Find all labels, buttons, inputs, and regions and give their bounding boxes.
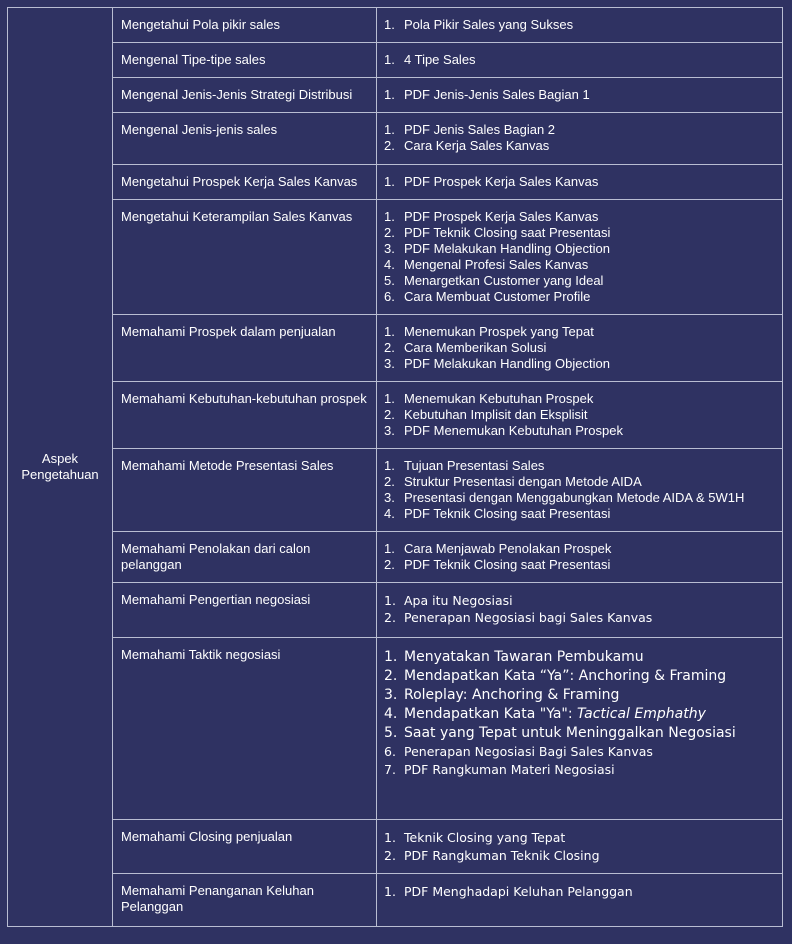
table-row	[8, 8, 783, 43]
list-item: 4. PDF Teknik Closing saat Presentasi	[384, 506, 611, 521]
table-row	[8, 449, 783, 532]
table-row	[8, 78, 783, 113]
list-item: 6. Cara Membuat Customer Profile	[384, 289, 591, 304]
table-row	[8, 638, 783, 820]
material-list	[384, 829, 776, 865]
material-list	[384, 391, 776, 439]
list-item: 1. PDF Jenis Sales Bagian 2	[384, 122, 556, 137]
material-cell	[377, 43, 783, 78]
topic-cell: Mengenal Jenis-Jenis Strategi Distribusi	[113, 78, 377, 113]
material-cell	[377, 874, 783, 927]
curriculum-table	[7, 7, 783, 927]
aspect-label: Aspek Pengetahuan	[21, 451, 99, 482]
list-item: 2. PDF Teknik Closing saat Presentasi	[384, 225, 611, 240]
list-item: 4. Mendapatkan Kata "Ya": Tactical Emphathy	[384, 706, 706, 722]
topic-cell: Memahami Metode Presentasi Sales	[113, 449, 377, 532]
list-item: 3. PDF Menemukan Kebutuhan Prospek	[384, 423, 623, 438]
material-list	[384, 17, 776, 33]
list-item: 3. PDF Melakukan Handling Objection	[384, 241, 610, 256]
topic-cell: Mengenal Jenis-jenis sales	[113, 113, 377, 165]
table-row	[8, 532, 783, 583]
list-item: 5. Saat yang Tepat untuk Meninggalkan Negosiasi	[384, 725, 736, 741]
table-row	[8, 200, 783, 315]
table-row	[8, 43, 783, 78]
material-cell	[377, 583, 783, 638]
list-item: 7. PDF Rangkuman Materi Negosiasi	[384, 762, 615, 777]
list-item: 1. Apa itu Negosiasi	[384, 593, 513, 608]
table-row	[8, 113, 783, 165]
topic-cell: Memahami Kebutuhan-kebutuhan prospek	[113, 382, 377, 449]
list-item: 1. Menemukan Prospek yang Tepat	[384, 324, 594, 339]
material-cell	[377, 820, 783, 874]
list-item: 2. PDF Rangkuman Teknik Closing	[384, 848, 600, 863]
topic-cell: Memahami Taktik negosiasi	[113, 638, 377, 820]
list-item: 6. Penerapan Negosiasi Bagi Sales Kanvas	[384, 744, 653, 759]
material-list	[384, 324, 776, 372]
material-list	[384, 174, 776, 190]
list-item: 3. Roleplay: Anchoring & Framing	[384, 687, 620, 703]
topic-cell: Memahami Prospek dalam penjualan	[113, 315, 377, 382]
material-cell	[377, 200, 783, 315]
table-row	[8, 165, 783, 200]
material-cell	[377, 165, 783, 200]
table-row	[8, 820, 783, 874]
topic-cell: Mengetahui Pola pikir sales	[113, 8, 377, 43]
list-item: 1. Menemukan Kebutuhan Prospek	[384, 391, 594, 406]
material-cell	[377, 315, 783, 382]
material-list	[384, 87, 776, 103]
table-row	[8, 315, 783, 382]
list-item: 2. Cara Memberikan Solusi	[384, 340, 547, 355]
list-item: 2. Struktur Presentasi dengan Metode AIDA	[384, 474, 642, 489]
table-row	[8, 874, 783, 927]
list-item: 1. Menyatakan Tawaran Pembukamu	[384, 649, 644, 665]
topic-cell: Memahami Pengertian negosiasi	[113, 583, 377, 638]
topic-cell: Memahami Penanganan Keluhan Pelanggan	[113, 874, 377, 927]
material-cell	[377, 382, 783, 449]
material-list	[384, 122, 776, 154]
list-item: 1. 4 Tipe Sales	[384, 52, 476, 67]
material-cell	[377, 449, 783, 532]
list-item: 2. Mendapatkan Kata “Ya”: Anchoring & Framing	[384, 668, 727, 684]
list-item: 2. Cara Kerja Sales Kanvas	[384, 138, 550, 153]
material-cell	[377, 8, 783, 43]
list-item: 2. Kebutuhan Implisit dan Eksplisit	[384, 407, 588, 422]
list-item: 3. Presentasi dengan Menggabungkan Metode AIDA & 5W1H	[384, 490, 745, 505]
topic-cell: Mengenal Tipe-tipe sales	[113, 43, 377, 78]
material-list	[384, 541, 776, 573]
material-cell	[377, 113, 783, 165]
list-item: 1. PDF Jenis-Jenis Sales Bagian 1	[384, 87, 590, 102]
material-list	[384, 209, 776, 305]
topic-cell: Memahami Closing penjualan	[113, 820, 377, 874]
list-item: 1. Teknik Closing yang Tepat	[384, 830, 566, 845]
material-list	[384, 648, 776, 779]
aspect-cell	[8, 8, 113, 927]
list-item: 1. Tujuan Presentasi Sales	[384, 458, 545, 473]
material-cell	[377, 532, 783, 583]
list-item: 1. Cara Menjawab Penolakan Prospek	[384, 541, 612, 556]
list-item: 2. Penerapan Negosiasi bagi Sales Kanvas	[384, 610, 653, 625]
topic-cell: Mengetahui Prospek Kerja Sales Kanvas	[113, 165, 377, 200]
material-list	[384, 52, 776, 68]
list-item: 4. Mengenal Profesi Sales Kanvas	[384, 257, 589, 272]
material-cell	[377, 78, 783, 113]
material-list	[384, 458, 776, 522]
list-item: 1. PDF Prospek Kerja Sales Kanvas	[384, 209, 599, 224]
table-row	[8, 382, 783, 449]
list-item: 1. PDF Prospek Kerja Sales Kanvas	[384, 174, 599, 189]
list-item: 1. PDF Menghadapi Keluhan Pelanggan	[384, 884, 633, 899]
topic-cell: Memahami Penolakan dari calon pelanggan	[113, 532, 377, 583]
list-item: 5. Menargetkan Customer yang Ideal	[384, 273, 604, 288]
topic-cell: Mengetahui Keterampilan Sales Kanvas	[113, 200, 377, 315]
material-list	[384, 883, 776, 901]
material-cell	[377, 638, 783, 820]
list-item: 1. Pola Pikir Sales yang Sukses	[384, 17, 574, 32]
list-item: 3. PDF Melakukan Handling Objection	[384, 356, 610, 371]
list-item: 2. PDF Teknik Closing saat Presentasi	[384, 557, 611, 572]
table-row	[8, 583, 783, 638]
material-list	[384, 592, 776, 626]
